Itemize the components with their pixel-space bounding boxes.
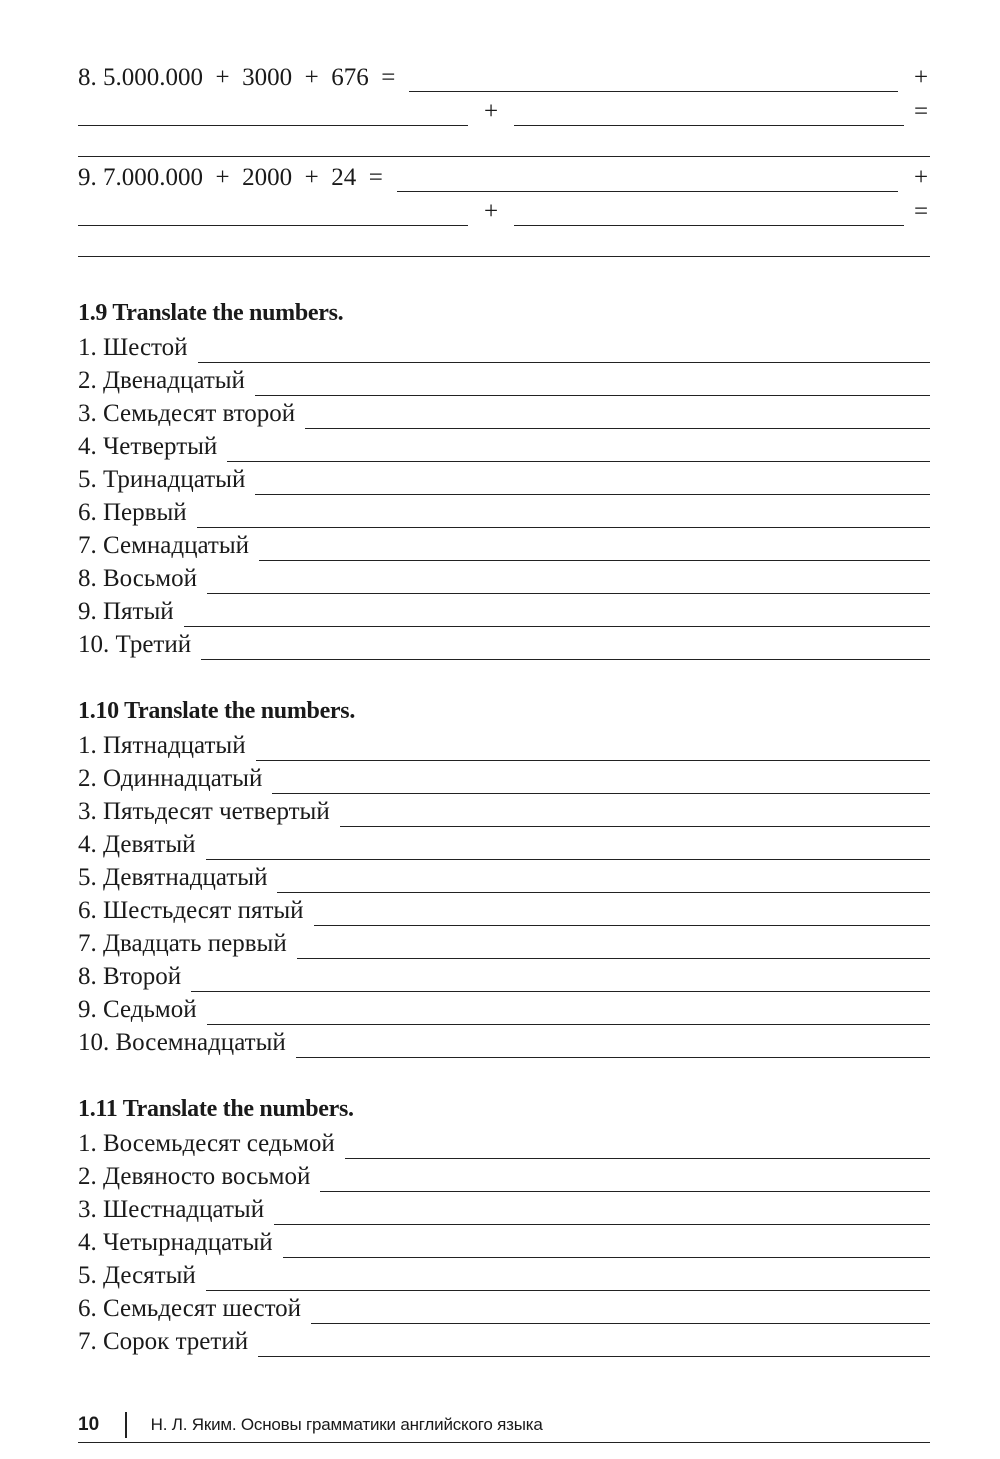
exercise-item	[78, 627, 930, 660]
item-label: 4. Четырнадцатый	[78, 1229, 273, 1256]
exercise-item	[78, 495, 930, 528]
equals-sign: =	[913, 98, 929, 125]
answer-line[interactable]	[197, 503, 930, 528]
item-label: 7. Сорок третий	[78, 1328, 249, 1355]
item-label: 3. Пятьдесят четвертый	[78, 798, 330, 825]
section-title: 1.11 Translate the numbers.	[78, 1096, 354, 1122]
answer-line[interactable]	[283, 1233, 930, 1258]
section-1-11	[78, 1092, 930, 1357]
exercise-item	[78, 794, 930, 827]
answer-line[interactable]	[206, 1266, 930, 1291]
exercise-item	[78, 992, 930, 1025]
section-title: 1.9 Translate the numbers.	[78, 300, 344, 326]
answer-blank[interactable]	[514, 101, 904, 126]
item-label: 5. Девятнадцатый	[78, 864, 268, 891]
footer-divider	[125, 1412, 127, 1438]
item-label: 10. Восемнадцатый	[78, 1029, 286, 1056]
exercise-item	[78, 728, 930, 761]
answer-line[interactable]	[296, 1033, 930, 1058]
answer-blank[interactable]	[78, 201, 468, 226]
book-title: Н. Л. Яким. Основы грамматики английского языка	[150, 1415, 543, 1434]
item-label: 6. Семьдесят шестой	[78, 1295, 302, 1322]
exercise-item	[78, 561, 930, 594]
item-label: 9. Пятый	[78, 598, 174, 625]
exercise-item	[78, 1192, 930, 1225]
exercise-item	[78, 1025, 930, 1058]
exercise-item	[78, 761, 930, 794]
answer-line[interactable]	[255, 371, 930, 396]
item-label: 2. Одиннадцатый	[78, 765, 263, 792]
equals-sign: =	[913, 198, 929, 225]
exercise-item	[78, 926, 930, 959]
item-label: 1. Восемьдесят седьмой	[78, 1130, 335, 1157]
section-title: 1.10 Translate the numbers.	[78, 698, 356, 724]
answer-line[interactable]	[272, 769, 930, 794]
answer-line[interactable]	[258, 1332, 930, 1357]
answer-line[interactable]	[320, 1167, 930, 1192]
answer-line[interactable]	[207, 569, 930, 594]
answer-line[interactable]	[198, 338, 930, 363]
exercise-item	[78, 396, 930, 429]
answer-line[interactable]	[207, 1000, 930, 1025]
answer-blank[interactable]	[409, 67, 898, 92]
result-line[interactable]	[78, 256, 930, 257]
exercise-item	[78, 1258, 930, 1291]
exercise-item	[78, 594, 930, 627]
answer-blank[interactable]	[397, 167, 898, 192]
plus-sign: +	[913, 64, 929, 91]
exercise-item	[78, 1291, 930, 1324]
plus-sign: +	[483, 198, 499, 225]
plus-sign: +	[913, 164, 929, 191]
answer-line[interactable]	[305, 404, 930, 429]
answer-line[interactable]	[311, 1299, 930, 1324]
item-label: 8. Восьмой	[78, 565, 197, 592]
answer-line[interactable]	[255, 470, 930, 495]
item-label: 5. Тринадцатый	[78, 466, 246, 493]
exercise-item	[78, 363, 930, 396]
problem-8-row	[78, 60, 930, 92]
exercise-item	[78, 462, 930, 495]
item-label: 1. Шестой	[78, 334, 188, 361]
exercise-item	[78, 959, 930, 992]
exercise-item	[78, 528, 930, 561]
problem-8-row-2	[78, 94, 930, 126]
plus-sign: +	[483, 98, 499, 125]
exercise-item	[78, 827, 930, 860]
item-label: 8. Второй	[78, 963, 182, 990]
item-label: 5. Десятый	[78, 1262, 196, 1289]
answer-blank[interactable]	[78, 101, 468, 126]
item-label: 4. Четвертый	[78, 433, 218, 460]
item-label: 9. Седьмой	[78, 996, 197, 1023]
answer-line[interactable]	[274, 1200, 930, 1225]
answer-line[interactable]	[340, 802, 930, 827]
section-1-9	[78, 296, 930, 660]
result-line[interactable]	[78, 156, 930, 157]
exercise-item	[78, 429, 930, 462]
answer-line[interactable]	[314, 901, 930, 926]
item-label: 2. Двенадцатый	[78, 367, 245, 394]
page-number: 10	[78, 1414, 100, 1435]
answer-line[interactable]	[256, 736, 930, 761]
answer-line[interactable]	[206, 835, 930, 860]
problem-9-expression: 9. 7.000.000 + 2000 + 24 =	[78, 164, 383, 191]
exercise-item	[78, 1225, 930, 1258]
item-label: 7. Двадцать первый	[78, 930, 287, 957]
problem-9-row	[78, 160, 930, 192]
item-label: 7. Семнадцатый	[78, 532, 250, 559]
answer-line[interactable]	[227, 437, 930, 462]
item-label: 1. Пятнадцатый	[78, 732, 246, 759]
problem-8-expression: 8. 5.000.000 + 3000 + 676 =	[78, 64, 396, 91]
exercise-item	[78, 1324, 930, 1357]
answer-blank[interactable]	[514, 201, 904, 226]
item-label: 3. Шестнадцатый	[78, 1196, 265, 1223]
exercise-item	[78, 1159, 930, 1192]
item-label: 10. Третий	[78, 631, 192, 658]
item-label: 2. Девяносто восьмой	[78, 1163, 311, 1190]
item-label: 6. Шестьдесят пятый	[78, 897, 304, 924]
item-label: 3. Семьдесят второй	[78, 400, 296, 427]
answer-line[interactable]	[297, 934, 930, 959]
page-footer	[78, 1408, 930, 1443]
answer-line[interactable]	[259, 536, 930, 561]
item-label: 4. Девятый	[78, 831, 196, 858]
answer-line[interactable]	[191, 967, 930, 992]
exercise-item	[78, 860, 930, 893]
exercise-item	[78, 1126, 930, 1159]
item-label: 6. Первый	[78, 499, 187, 526]
section-1-10	[78, 694, 930, 1058]
answer-line[interactable]	[277, 868, 930, 893]
exercise-item	[78, 893, 930, 926]
answer-line[interactable]	[345, 1134, 930, 1159]
exercise-item	[78, 330, 930, 363]
answer-line[interactable]	[201, 635, 930, 660]
answer-line[interactable]	[184, 602, 930, 627]
problem-9-row-2	[78, 194, 930, 226]
